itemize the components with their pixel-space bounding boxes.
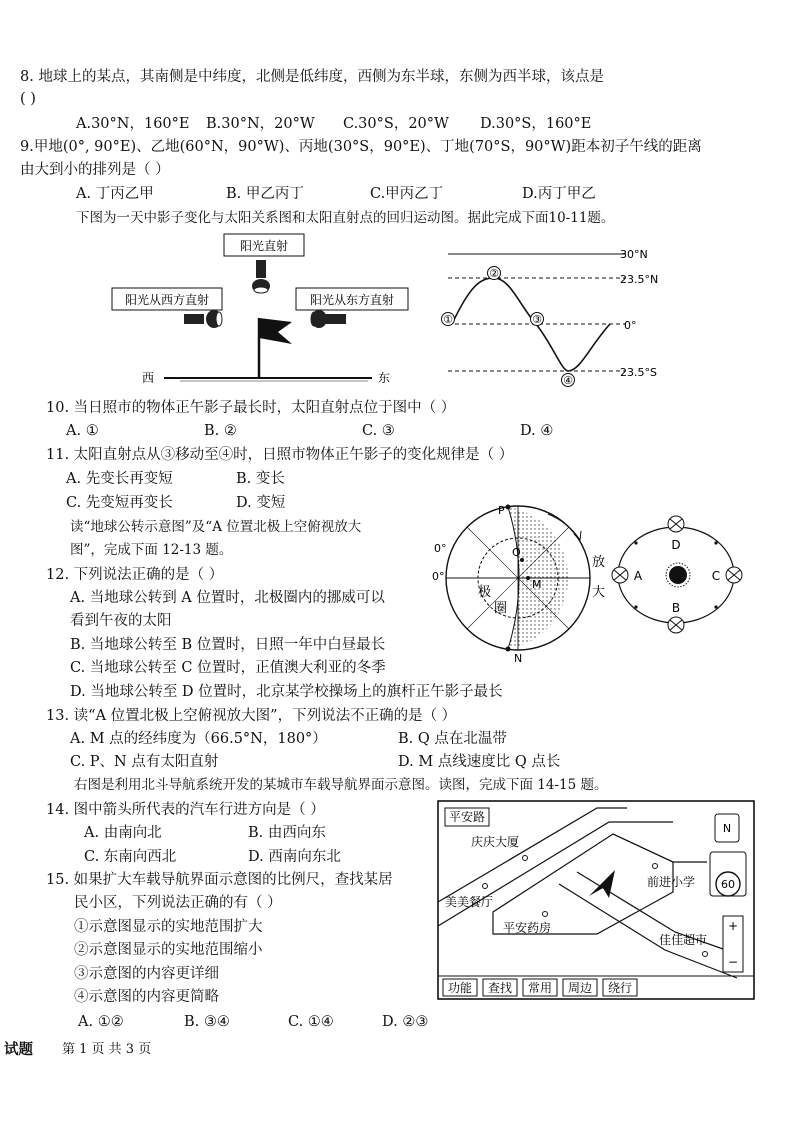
q14-option-d: D. 西南向东北 — [248, 849, 341, 865]
q15-statement-2: ②示意图显示的实地范围缩小 — [74, 942, 263, 958]
nav-button-label-2: 常用 — [527, 981, 553, 995]
q12-option-d: D. 当地球公转至 D 位置时，北京某学校操场上的旗杆正午影子最长 — [70, 684, 503, 700]
label-quan: 圈 — [494, 601, 508, 616]
point-3: ③ — [532, 313, 542, 326]
wave-curve — [452, 278, 610, 371]
q15-statement-3: ③示意图的内容更详细 — [74, 966, 219, 982]
page-number: 第 1 页 共 3 页 — [62, 1042, 152, 1057]
label-east-sun: 阳光从东方直射 — [309, 293, 395, 307]
label-west: 西 — [142, 371, 155, 385]
label-b: B — [671, 601, 681, 615]
q14-stem: 14. 图中箭头所代表的汽车行进方向是（ ） — [46, 802, 325, 818]
label-m: M — [532, 578, 542, 591]
q8-option-b: B.30°N，20°W — [206, 116, 315, 132]
point-2: ② — [489, 267, 499, 280]
label-top: 阳光直射 — [239, 239, 289, 253]
speed-limit-sign: 60 — [721, 878, 735, 891]
q15-option-d: D. ②③ — [382, 1014, 429, 1030]
q14-option-b: B. 由西向东 — [248, 825, 326, 841]
footer-label: 试题 — [4, 1041, 33, 1058]
q11-option-a: A. 先变长再变短 — [66, 471, 173, 487]
earth-a-icon — [612, 567, 628, 583]
earth-c-icon — [726, 567, 742, 583]
q15-statement-1: ①示意图显示的实地范围扩大 — [74, 919, 263, 935]
q15-option-c: C. ①④ — [288, 1014, 334, 1030]
q11-option-c: C. 先变短再变长 — [66, 495, 173, 511]
nav-button-label-1: 查找 — [487, 981, 513, 995]
label-0: 0° — [624, 319, 637, 332]
label-market: 佳佳超市 — [659, 933, 708, 947]
label-school: 前进小学 — [647, 875, 696, 889]
nav-button-label-4: 绕行 — [607, 981, 633, 995]
polar-view-figure — [430, 500, 606, 670]
q11-option-b: B. 变长 — [236, 471, 285, 487]
label-0deg-a: 0° — [434, 542, 447, 555]
sun-icon — [666, 563, 690, 587]
label-pharmacy: 平安药房 — [503, 921, 552, 935]
zoom-in-icon: + — [727, 919, 739, 933]
q13-option-b: B. Q 点在北温带 — [398, 731, 507, 747]
q12-option-b: B. 当地球公转至 B 位置时，日照一年中白昼最长 — [70, 637, 386, 653]
intro-12-13-line2: 图”，完成下面 12-13 题。 — [70, 542, 233, 558]
label-d: D — [671, 538, 681, 552]
q10-stem: 10. 当日照市的物体正午影子最长时，太阳直射点位于图中（ ） — [46, 400, 456, 416]
label-235n: 23.5°N — [620, 273, 659, 286]
q13-option-c: C. P、N 点有太阳直射 — [70, 754, 219, 770]
label-p: P — [498, 504, 505, 517]
flashlight-east-icon — [311, 310, 346, 328]
earth-b-icon — [668, 617, 684, 633]
label-ji: 极 — [478, 585, 492, 600]
label-30n: 30°N — [620, 248, 648, 261]
label-c: C — [711, 569, 721, 583]
point-1: ① — [443, 313, 453, 326]
label-meimei: 美美餐厅 — [445, 895, 494, 909]
q13-option-a: A. M 点的经纬度为（66.5°N，180°） — [70, 731, 327, 747]
q15-statement-4: ④示意图的内容更简略 — [74, 989, 219, 1005]
q8-option-c: C.30°S，20°W — [343, 116, 449, 132]
flag-icon — [259, 318, 292, 377]
q14-option-c: C. 东南向西北 — [84, 849, 177, 865]
q11-option-d: D. 变短 — [236, 495, 286, 511]
shadow-sun-figure — [120, 232, 420, 384]
q10-option-d: D. ④ — [520, 423, 554, 439]
q8-option-d: D.30°S，160°E — [480, 116, 592, 132]
q11-stem: 11. 太阳直射点从③移动至④时，日照市物体正午影子的变化规律是（ ） — [46, 447, 514, 463]
subsolar-wave-figure — [440, 246, 700, 386]
q9-option-b: B. 甲乙丙丁 — [226, 186, 304, 202]
label-da: 大 — [592, 585, 606, 600]
q14-option-a: A. 由南向北 — [84, 825, 162, 841]
q12-option-a-line2: 看到午夜的太阳 — [70, 613, 172, 629]
q10-option-c: C. ③ — [362, 423, 395, 439]
q13-stem: 13. 读“A 位置北极上空俯视放大图”，下列说法不正确的是（ ） — [46, 708, 457, 724]
label-qingqing: 庆庆大厦 — [471, 835, 520, 849]
north-indicator-icon: N — [722, 822, 732, 835]
q8-option-a: A.30°N，160°E — [76, 116, 190, 132]
q10-option-b: B. ② — [204, 423, 237, 439]
label-n: N — [514, 652, 523, 665]
q9-option-a: A. 丁丙乙甲 — [76, 186, 154, 202]
nav-button-label-0: 功能 — [447, 981, 473, 995]
q15-stem-line1: 15. 如果扩大车载导航界面示意图的比例尺，查找某居 — [46, 872, 393, 888]
label-0deg-b: 0° — [432, 570, 445, 583]
q10-option-a: A. ① — [66, 423, 99, 439]
q12-option-a-line1: A. 当地球公转到 A 位置时，北极圈内的挪威可以 — [70, 590, 385, 606]
label-east: 东 — [378, 371, 391, 385]
zoom-out-icon: − — [727, 955, 739, 969]
q8-stem: 8. 地球上的某点，其南侧是中纬度，北侧是低纬度，西侧为东半球，东侧为西半球，该点是 — [20, 69, 604, 85]
label-235s: 23.5°S — [620, 366, 657, 379]
q13-option-d: D. M 点线速度比 Q 点长 — [398, 754, 561, 770]
navigation-map — [437, 800, 755, 1000]
earth-d-icon — [668, 516, 684, 532]
intro-14-15: 右图是利用北斗导航系统开发的某城市车载导航界面示意图。读图，完成下面 14-15 题。 — [74, 777, 608, 793]
q9-stem-line2: 由大到小的排列是（ ） — [20, 162, 170, 178]
q9-option-d: D.丙丁甲乙 — [522, 186, 596, 202]
label-road: 平安路 — [448, 810, 486, 824]
flashlight-top-icon — [252, 260, 270, 293]
q8-blank: ( ) — [20, 91, 36, 107]
q12-option-c: C. 当地球公转至 C 位置时，正值澳大利亚的冬季 — [70, 660, 386, 676]
label-west-sun: 阳光从西方直射 — [124, 293, 210, 307]
flashlight-west-icon — [184, 310, 222, 328]
point-4: ④ — [563, 374, 573, 387]
intro-12-13-line1: 读“地球公转示意图”及“A 位置北极上空俯视放大 — [70, 519, 362, 535]
label-fang: 放 — [592, 555, 606, 570]
nav-button-label-3: 周边 — [567, 981, 593, 995]
q15-option-a: A. ①② — [78, 1014, 124, 1030]
q9-option-c: C.甲丙乙丁 — [370, 186, 444, 202]
label-q: Q — [512, 546, 521, 559]
q9-stem-line1: 9.甲地(0°, 90°E)、乙地(60°N，90°W)、丙地(30°S，90°E)、丁地(70°S，90°W)距本初子午线的距离 — [20, 139, 702, 155]
intro-10-11: 下图为一天中影子变化与太阳关系图和太阳直射点的回归运动图。据此完成下面10-11题。 — [76, 210, 615, 226]
orbit-figure — [606, 515, 756, 645]
q12-stem: 12. 下列说法正确的是（ ） — [46, 567, 224, 583]
q15-stem-line2: 民小区，下列说法正确的有（ ） — [74, 895, 282, 911]
label-a: A — [633, 569, 643, 583]
q15-option-b: B. ③④ — [184, 1014, 230, 1030]
